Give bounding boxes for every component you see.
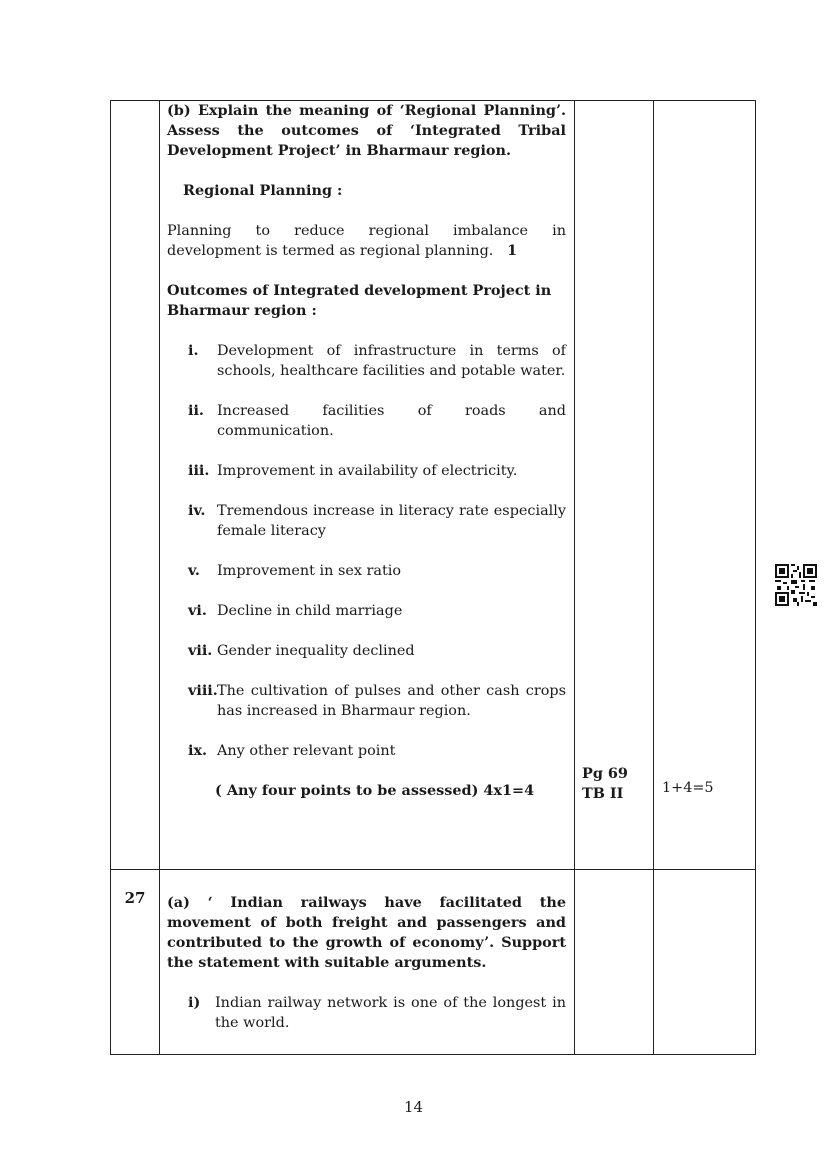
reference-cell <box>575 101 654 870</box>
list-item: ix. Any other relevant point <box>188 742 396 759</box>
list-item: i) Indian railway network is one of the longest in the world. <box>188 994 566 1031</box>
question-b-prompt: (b) Explain the meaning of ‘Regional Planning’. Assess the outcomes of ‘Integrated Tribal Development Project’ in Bharmaur region. <box>167 102 566 159</box>
reference-page: Pg 69 <box>582 765 628 782</box>
outcomes-heading: Outcomes of Integrated development Project in Bharmaur region : <box>167 282 552 319</box>
marks-value: 1+4=5 <box>662 780 714 796</box>
question-number-cell <box>111 870 160 1055</box>
reference-cell <box>575 870 654 1055</box>
railway-points <box>188 993 566 1033</box>
answer-cell <box>160 101 575 870</box>
question-27-prompt: (a) ‘ Indian railways have facilitated the movement of both freight and passengers and contributed to the growth of economy’. Support the statement with suitable arguments. <box>167 894 566 971</box>
list-item: v. Improvement in sex ratio <box>188 562 402 579</box>
marks-cell <box>654 870 756 1055</box>
assessment-note: ( Any four points to be assessed) 4x1=4 <box>215 782 535 799</box>
marks-cell <box>654 101 756 870</box>
table-row <box>111 101 756 870</box>
answer-cell <box>160 870 575 1055</box>
definition-marks: 1 <box>507 242 518 259</box>
list-item: vi. Decline in child marriage <box>188 602 403 619</box>
qr-code-icon <box>775 564 817 606</box>
question-number: 27 <box>124 889 146 907</box>
table-row <box>111 870 756 1055</box>
list-item: i. Development of infrastructure in terms of schools, healthcare facilities and potable water. <box>188 342 566 379</box>
regional-planning-definition: Planning to reduce regional imbalance in development is termed as regional planning. 1 <box>167 223 566 259</box>
list-item: ii. Increased facilities of roads and communication. <box>188 402 566 439</box>
answer-key-table <box>110 100 756 1055</box>
list-item: vii. Gender inequality declined <box>188 642 415 659</box>
outcomes-list <box>188 341 566 761</box>
page-number: 14 <box>403 1098 424 1116</box>
list-item: viii. The cultivation of pulses and other cash crops has increased in Bharmaur region. <box>188 682 566 719</box>
list-item: iii. Improvement in availability of electricity. <box>188 462 518 479</box>
list-item: iv. Tremendous increase in literacy rate especially female literacy <box>188 502 566 539</box>
question-number-cell <box>111 101 160 870</box>
regional-planning-heading: Regional Planning : <box>183 182 343 199</box>
reference-book: TB II <box>582 785 624 802</box>
